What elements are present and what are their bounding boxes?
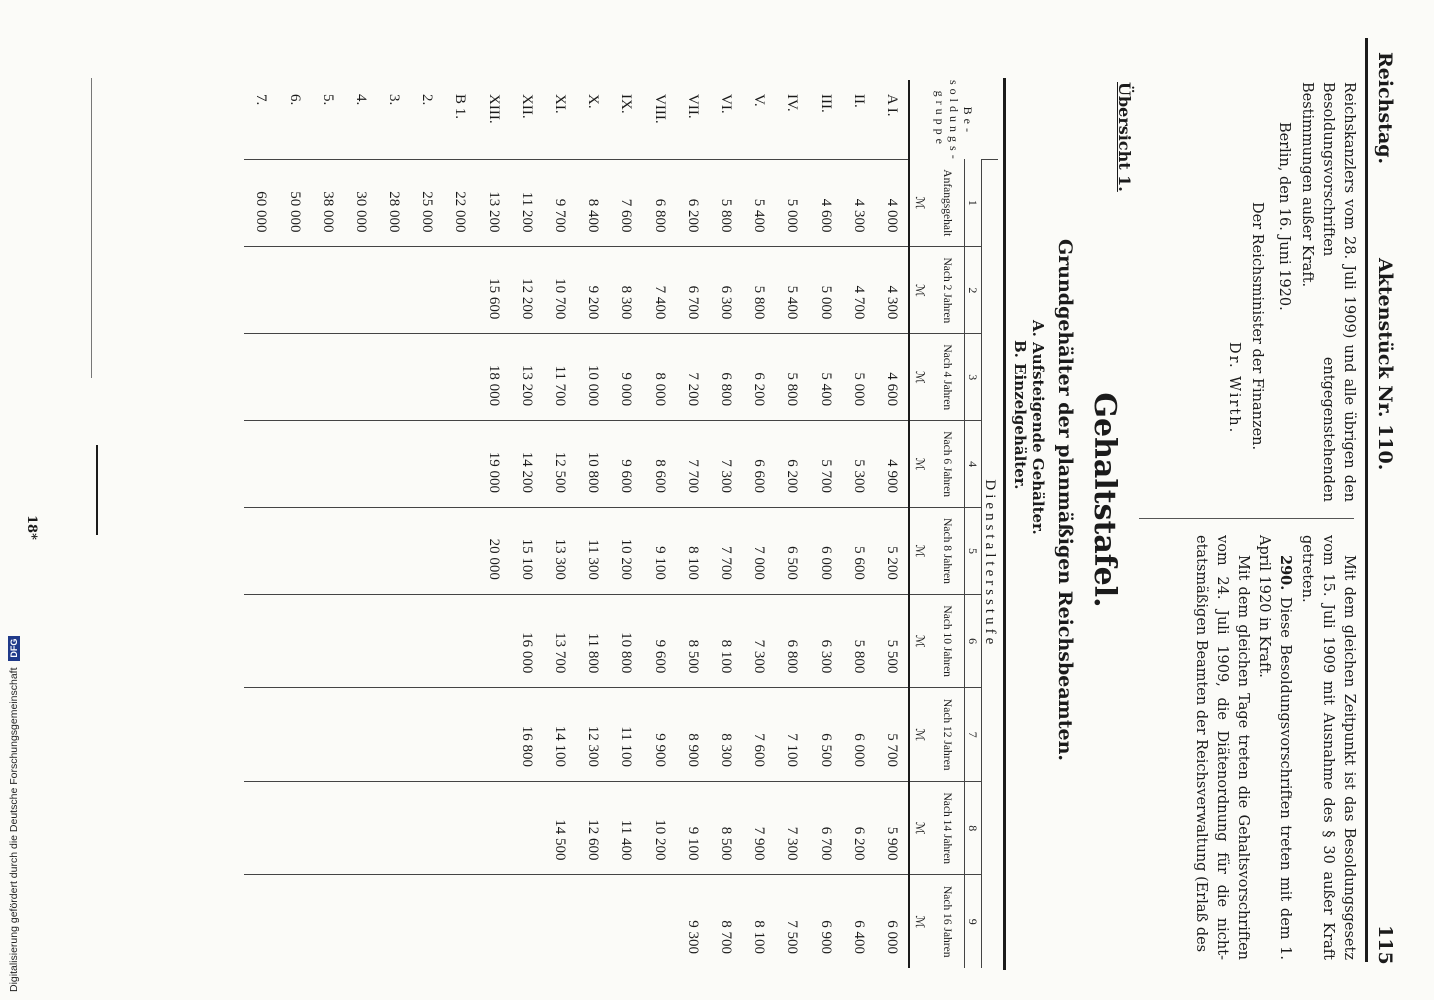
salary-cell xyxy=(277,421,310,508)
salary-cell: 16 000 xyxy=(510,594,543,688)
salary-cell: 5 700 xyxy=(875,688,909,782)
salary-cell: 6 700 xyxy=(808,781,841,875)
salary-cell: 14 200 xyxy=(510,421,543,508)
salary-cell xyxy=(510,875,543,968)
salary-cell xyxy=(410,594,443,688)
salary-cell: 7 900 xyxy=(742,781,775,875)
table-row xyxy=(443,80,476,968)
salary-cell xyxy=(643,875,676,968)
table-row xyxy=(875,80,909,968)
salary-cell: 5 000 xyxy=(808,247,841,334)
table-row xyxy=(742,80,775,968)
salary-cell: 5 000 xyxy=(842,334,875,421)
salary-cell xyxy=(443,594,476,688)
salary-cell: 5 500 xyxy=(875,594,909,688)
salary-cell xyxy=(277,781,310,875)
table-bottom-rule xyxy=(91,78,92,378)
overview-label: Übersicht 1. xyxy=(1115,82,1134,192)
table-row xyxy=(775,80,808,968)
salary-cell: 14 100 xyxy=(543,688,576,782)
group-cell: XIII. xyxy=(485,94,502,124)
unit-label: ℳ xyxy=(909,421,930,508)
salary-cell: 14 500 xyxy=(543,781,576,875)
salary-cell: 12 300 xyxy=(576,688,609,782)
salary-cell: 9 300 xyxy=(676,875,709,968)
salary-cell: 5 400 xyxy=(742,159,775,247)
salary-cell: 5 000 xyxy=(775,159,808,247)
salary-cell: 4 600 xyxy=(875,334,909,421)
salary-cell: 8 300 xyxy=(609,247,642,334)
section-b: B. Einzelgehälter. xyxy=(1011,340,1029,490)
salary-cell: 7 300 xyxy=(775,781,808,875)
column-label: Nach 4 Jahren xyxy=(930,334,965,421)
salary-cell: 4 700 xyxy=(842,247,875,334)
table-row xyxy=(576,80,609,968)
header-rule xyxy=(1365,38,1368,962)
salary-cell: 6 200 xyxy=(775,421,808,508)
group-cell: VII. xyxy=(684,94,701,119)
salary-cell: 8 900 xyxy=(676,688,709,782)
salary-cell: 8 100 xyxy=(709,594,742,688)
salary-cell xyxy=(244,688,277,782)
group-cell: 6. xyxy=(286,94,303,106)
salary-cell xyxy=(311,334,344,421)
salary-cell xyxy=(377,688,410,782)
group-cell: 4. xyxy=(352,94,369,106)
salary-cell xyxy=(311,421,344,508)
header-left: Reichstag. xyxy=(1374,52,1396,165)
column-label-row xyxy=(930,80,965,968)
group-cell: IV. xyxy=(784,94,801,112)
group-cell: X. xyxy=(585,94,602,109)
salary-cell: 8 500 xyxy=(709,781,742,875)
column-number: 2 xyxy=(965,247,982,334)
salary-cell xyxy=(543,875,576,968)
salary-cell: 8 100 xyxy=(676,508,709,595)
group-header: Besoldungsgruppe xyxy=(909,80,998,159)
salary-cell: 11 100 xyxy=(609,688,642,782)
intro-right-column xyxy=(1223,82,1359,502)
salary-cell: 7 200 xyxy=(676,334,709,421)
salary-cell: 11 200 xyxy=(510,159,543,247)
salary-cell: 13 200 xyxy=(477,159,510,247)
unit-row xyxy=(909,80,930,968)
salary-cell: 5 800 xyxy=(709,159,742,247)
salary-cell xyxy=(344,421,377,508)
group-cell: V. xyxy=(751,94,768,107)
intro-left-para-2 xyxy=(1253,535,1296,960)
salary-cell xyxy=(277,594,310,688)
salary-cell xyxy=(277,247,310,334)
intro-left-column xyxy=(1190,535,1359,960)
group-cell: IX. xyxy=(618,94,635,114)
salary-cell: 13 700 xyxy=(543,594,576,688)
salary-cell: 6 500 xyxy=(808,688,841,782)
salary-cell: 10 200 xyxy=(609,508,642,595)
subtitle: Grundgehälter der planmäßigen Reichsbeamten. xyxy=(1054,238,1076,762)
title: Gehaltstafel. xyxy=(1087,392,1122,608)
intro-right-para: Reichskanzlers vom 28. Juli 1909) und alle übrigen den Besoldungsvorschriften entgegenstehenden Bestimmungen außer Kraft. xyxy=(1299,82,1357,502)
salary-cell: 6 600 xyxy=(742,421,775,508)
header-center: Aktenstück Nr. 110. xyxy=(1374,258,1396,471)
salary-cell: 12 600 xyxy=(576,781,609,875)
salary-cell: 5 900 xyxy=(875,781,909,875)
salary-cell: 5 800 xyxy=(842,594,875,688)
salary-cell: 5 600 xyxy=(842,508,875,595)
salary-cell xyxy=(410,688,443,782)
salary-cell: 8 600 xyxy=(643,421,676,508)
salary-cell: 9 600 xyxy=(609,421,642,508)
salary-cell: 9 000 xyxy=(609,334,642,421)
paragraph-number: 290. xyxy=(1277,555,1294,591)
salary-cell: 9 200 xyxy=(576,247,609,334)
place-date: Berlin, den 16. Juni 1920. xyxy=(1276,122,1292,311)
column-number: 7 xyxy=(965,688,982,782)
salary-cell: 6 500 xyxy=(775,508,808,595)
salary-cell: 6 800 xyxy=(775,594,808,688)
salary-cell: 5 800 xyxy=(742,247,775,334)
salary-cell: 19 000 xyxy=(477,421,510,508)
salary-cell: 6 200 xyxy=(676,159,709,247)
column-number: 6 xyxy=(965,594,982,688)
table-row xyxy=(244,80,277,968)
salary-cell: 9 600 xyxy=(643,594,676,688)
salary-cell: 7 600 xyxy=(742,688,775,782)
salary-cell xyxy=(311,781,344,875)
salary-cell: 5 800 xyxy=(775,334,808,421)
digitization-note xyxy=(8,636,20,992)
salary-cell: 7 700 xyxy=(676,421,709,508)
group-cell: XI. xyxy=(552,94,569,114)
table-top-rule xyxy=(1003,78,1006,970)
column-divider xyxy=(1139,518,1354,519)
salary-cell xyxy=(277,875,310,968)
salary-cell: 5 400 xyxy=(808,334,841,421)
salary-cell xyxy=(311,247,344,334)
table-row xyxy=(477,80,510,968)
salary-cell xyxy=(277,508,310,595)
column-label: Nach 2 Jahren xyxy=(930,247,965,334)
salary-cell: 6 200 xyxy=(742,334,775,421)
salary-cell: 8 400 xyxy=(576,159,609,247)
group-cell: 2. xyxy=(419,94,436,106)
minister-title: Der Reichsminister der Finanzen. xyxy=(1249,202,1265,451)
salary-cell xyxy=(244,781,277,875)
salary-cell xyxy=(344,594,377,688)
group-cell: VIII. xyxy=(651,94,668,124)
column-label: Anfangsgehalt xyxy=(941,169,953,237)
salary-cell xyxy=(410,875,443,968)
salary-cell: 18 000 xyxy=(477,334,510,421)
column-number: 8 xyxy=(965,781,982,875)
column-number: 9 xyxy=(965,875,982,968)
salary-cell: 20 000 xyxy=(477,508,510,595)
salary-cell: 9 100 xyxy=(643,508,676,595)
salary-cell: 30 000 xyxy=(344,159,377,247)
salary-cell xyxy=(344,781,377,875)
column-label: Nach 12 Jahren xyxy=(930,688,965,782)
column-number: 3 xyxy=(965,334,982,421)
table-row xyxy=(609,80,642,968)
column-label: Nach 6 Jahren xyxy=(930,421,965,508)
salary-cell xyxy=(311,688,344,782)
footer-signature: 18* xyxy=(24,515,39,540)
salary-cell xyxy=(443,334,476,421)
table-row xyxy=(842,80,875,968)
salary-cell: 28 000 xyxy=(377,159,410,247)
salary-cell xyxy=(443,875,476,968)
column-number: 5 xyxy=(965,508,982,595)
page-number: 115 xyxy=(1374,925,1396,965)
section-a: A. Aufsteigende Gehälter. xyxy=(1029,320,1047,535)
salary-cell: 5 700 xyxy=(808,421,841,508)
salary-cell: 13 200 xyxy=(510,334,543,421)
column-label: Nach 16 Jahren xyxy=(930,875,965,968)
salary-cell: 4 000 xyxy=(875,159,909,247)
unit-label: ℳ xyxy=(909,508,930,595)
table-row xyxy=(709,80,742,968)
salary-cell xyxy=(443,508,476,595)
salary-cell xyxy=(344,334,377,421)
salary-cell: 6 900 xyxy=(808,875,841,968)
salary-cell: 5 300 xyxy=(842,421,875,508)
salary-cell: 12 200 xyxy=(510,247,543,334)
salary-cell xyxy=(377,247,410,334)
table-row xyxy=(311,80,344,968)
salary-cell: 6 400 xyxy=(842,875,875,968)
salary-cell: 15 100 xyxy=(510,508,543,595)
salary-cell xyxy=(244,875,277,968)
salary-cell: 10 000 xyxy=(576,334,609,421)
salary-cell: 12 500 xyxy=(543,421,576,508)
salary-cell xyxy=(377,508,410,595)
unit-label: ℳ xyxy=(909,688,930,782)
salary-cell xyxy=(443,688,476,782)
salary-cell: 60 000 xyxy=(244,159,277,247)
unit-label: ℳ xyxy=(909,781,930,875)
salary-cell: 10 700 xyxy=(543,247,576,334)
salary-cell: 10 800 xyxy=(609,594,642,688)
salary-cell xyxy=(377,334,410,421)
column-number: 4 xyxy=(965,421,982,508)
salary-cell: 5 200 xyxy=(875,508,909,595)
unit-label: ℳ xyxy=(909,875,930,968)
group-cell: III. xyxy=(817,94,834,113)
salary-cell: 8 100 xyxy=(742,875,775,968)
salary-cell xyxy=(410,334,443,421)
salary-cell xyxy=(344,875,377,968)
salary-cell: 6 800 xyxy=(643,159,676,247)
salary-cell xyxy=(410,781,443,875)
salary-cell xyxy=(377,594,410,688)
salary-cell: 22 000 xyxy=(443,159,476,247)
group-cell: 7. xyxy=(253,94,270,106)
salary-cell: 7 600 xyxy=(609,159,642,247)
salary-cell: 7 100 xyxy=(775,688,808,782)
end-rule xyxy=(96,445,98,535)
salary-cell: 11 300 xyxy=(576,508,609,595)
salary-cell xyxy=(477,594,510,688)
salary-cell: 7 500 xyxy=(775,875,808,968)
column-number: 1 xyxy=(965,159,982,247)
unit-label: ℳ xyxy=(909,334,930,421)
salary-cell: 4 300 xyxy=(842,159,875,247)
salary-cell: 7 400 xyxy=(643,247,676,334)
salary-cell xyxy=(510,781,543,875)
salary-cell: 6 000 xyxy=(875,875,909,968)
unit-label: ℳ xyxy=(909,247,930,334)
salary-cell xyxy=(443,781,476,875)
column-label: Nach 10 Jahren xyxy=(930,594,965,688)
group-cell: A I. xyxy=(883,94,900,117)
salary-cell xyxy=(311,594,344,688)
group-cell: II. xyxy=(850,94,867,108)
group-cell: VI. xyxy=(717,94,734,114)
group-cell: 3. xyxy=(386,94,403,106)
salary-cell: 50 000 xyxy=(277,159,310,247)
salary-cell: 10 800 xyxy=(576,421,609,508)
salary-cell xyxy=(477,688,510,782)
salary-cell: 8 500 xyxy=(676,594,709,688)
salary-cell: 11 400 xyxy=(609,781,642,875)
stufe-header: Dienstaltersstufe xyxy=(982,159,999,968)
digitization-note-text: Digitalisierung gefördert durch die Deutsche Forschungsgemeinschaft xyxy=(8,667,20,992)
salary-cell xyxy=(244,594,277,688)
salary-cell xyxy=(377,875,410,968)
salary-cell xyxy=(477,781,510,875)
salary-cell xyxy=(377,421,410,508)
group-cell: XII. xyxy=(518,94,535,119)
minister-name: Dr. Wirth. xyxy=(1226,342,1242,435)
salary-cell: 6 000 xyxy=(842,688,875,782)
salary-cell: 16 800 xyxy=(510,688,543,782)
unit-label: ℳ xyxy=(909,594,930,688)
salary-cell xyxy=(344,688,377,782)
salary-cell xyxy=(410,508,443,595)
table-row xyxy=(510,80,543,968)
intro-left-para-2-text: Diese Besoldungsvorschriften treten mit dem 1. April 1920 in Kraft. xyxy=(1256,535,1293,961)
salary-cell: 8 300 xyxy=(709,688,742,782)
table-row xyxy=(543,80,576,968)
salary-cell: 11 700 xyxy=(543,334,576,421)
salary-cell: 6 700 xyxy=(676,247,709,334)
salary-cell: 4 300 xyxy=(875,247,909,334)
salary-cell: 7 700 xyxy=(709,508,742,595)
table-row xyxy=(377,80,410,968)
salary-cell: 9 700 xyxy=(543,159,576,247)
salary-cell: 38 000 xyxy=(311,159,344,247)
unit-label: ℳ xyxy=(909,159,930,247)
salary-cell: 8 700 xyxy=(709,875,742,968)
salary-cell: 10 200 xyxy=(643,781,676,875)
salary-cell xyxy=(244,334,277,421)
salary-cell xyxy=(344,508,377,595)
table-body xyxy=(244,80,909,968)
table-row xyxy=(410,80,443,968)
salary-cell: 25 000 xyxy=(410,159,443,247)
salary-cell xyxy=(244,508,277,595)
salary-cell: 4 900 xyxy=(875,421,909,508)
salary-cell: 6 300 xyxy=(808,594,841,688)
salary-cell xyxy=(244,247,277,334)
salary-cell xyxy=(410,247,443,334)
salary-cell: 5 400 xyxy=(775,247,808,334)
salary-cell xyxy=(311,875,344,968)
column-number-row xyxy=(965,80,982,968)
salary-cell xyxy=(244,421,277,508)
salary-cell xyxy=(477,875,510,968)
column-label: Nach 14 Jahren xyxy=(930,781,965,875)
table-row xyxy=(643,80,676,968)
salary-cell: 13 300 xyxy=(543,508,576,595)
salary-cell xyxy=(576,875,609,968)
intro-left-para: Mit dem gleichen Zeitpunkt ist das Besoldungsgesetz vom 15. Juli 1909 mit Ausnahme des § 30 außer Kraft getreten. xyxy=(1299,535,1357,960)
salary-cell xyxy=(277,334,310,421)
salary-cell xyxy=(311,508,344,595)
salary-cell xyxy=(443,421,476,508)
salary-cell: 7 300 xyxy=(709,421,742,508)
group-cell: 5. xyxy=(319,94,336,106)
salary-cell: 11 800 xyxy=(576,594,609,688)
salary-cell: 6 800 xyxy=(709,334,742,421)
salary-cell: 9 100 xyxy=(676,781,709,875)
salary-cell: 7 000 xyxy=(742,508,775,595)
column-label: Nach 8 Jahren xyxy=(930,508,965,595)
intro-left-para-3: Mit dem gleichen Tage treten die Gehaltsvorschriften vom 24. Juli 1909, die Diätenordnung für die nichtetatsmäßigen Beamten der Reichsverwaltung (Erlaß des xyxy=(1193,535,1251,960)
salary-cell xyxy=(344,247,377,334)
salary-cell xyxy=(277,688,310,782)
table-row xyxy=(344,80,377,968)
group-cell: B 1. xyxy=(452,94,469,120)
salary-cell: 4 600 xyxy=(808,159,841,247)
dfg-logo: DFG xyxy=(8,636,20,661)
salary-cell: 8 000 xyxy=(643,334,676,421)
salary-cell: 6 000 xyxy=(808,508,841,595)
table-row xyxy=(808,80,841,968)
salary-cell: 15 600 xyxy=(477,247,510,334)
salary-cell xyxy=(410,421,443,508)
salary-cell: 6 200 xyxy=(842,781,875,875)
salary-table xyxy=(244,80,998,968)
salary-cell xyxy=(377,781,410,875)
table-row xyxy=(676,80,709,968)
salary-cell: 6 300 xyxy=(709,247,742,334)
salary-cell xyxy=(443,247,476,334)
salary-cell xyxy=(609,875,642,968)
salary-cell: 9 900 xyxy=(643,688,676,782)
salary-cell: 7 300 xyxy=(742,594,775,688)
table-row xyxy=(277,80,310,968)
